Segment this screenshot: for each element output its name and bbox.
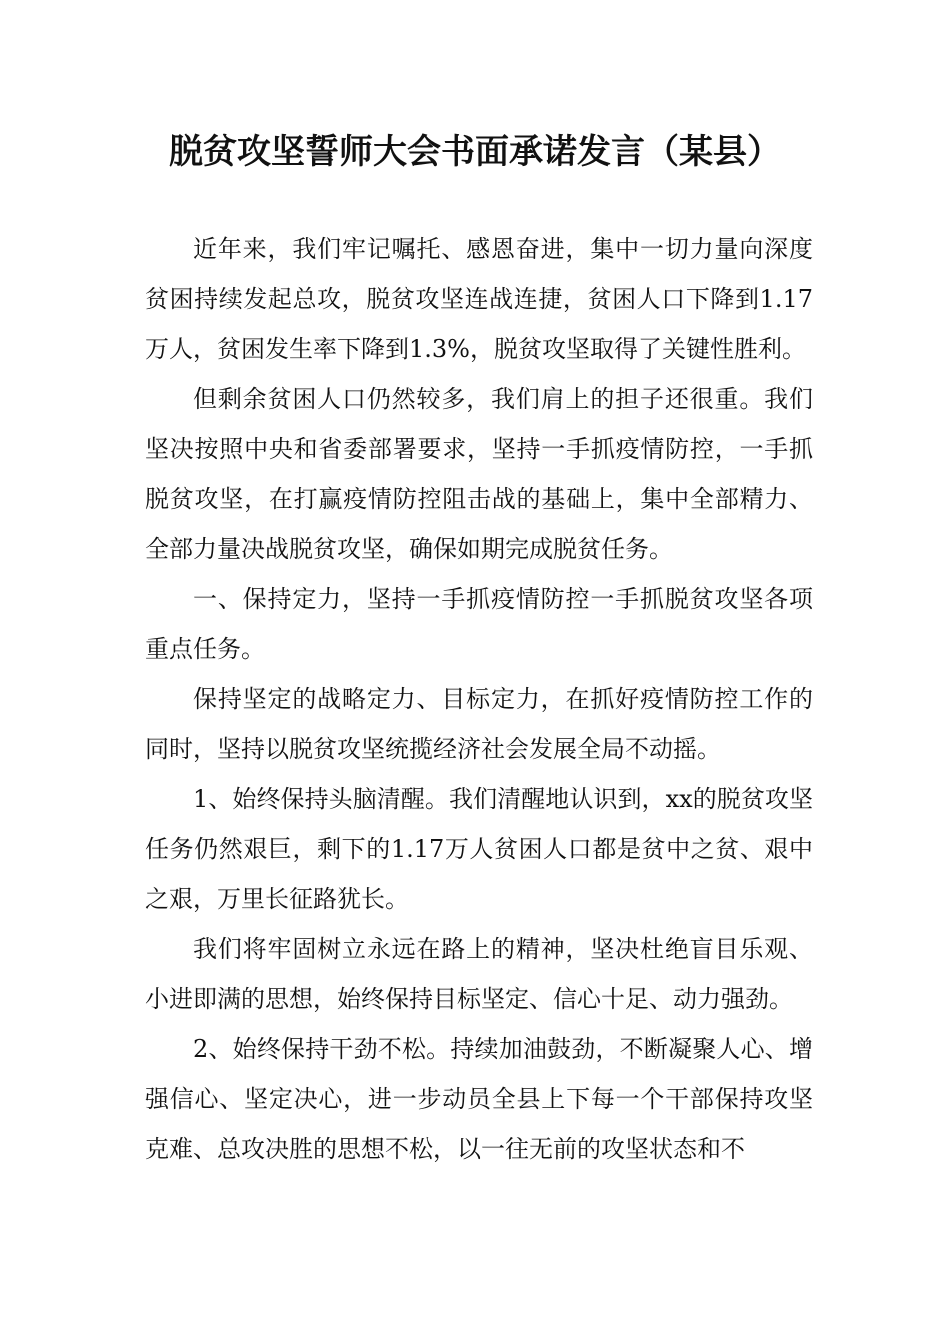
section-heading: 一、保持定力，坚持一手抓疫情防控一手抓脱贫攻坚各项重点任务。 [145, 585, 813, 663]
document-body [145, 224, 813, 1174]
paragraph: 1、始终保持头脑清醒。我们清醒地认识到，xx的脱贫攻坚任务仍然艰巨，剩下的1.17万人贫困人口都是贫中之贫、艰中之艰，万里长征路犹长。 [145, 785, 813, 913]
paragraph: 2、始终保持干劲不松。持续加油鼓劲，不断凝聚人心、增强信心、坚定决心，进一步动员全县上下每一个干部保持攻坚克难、总攻决胜的思想不松，以一往无前的攻坚状态和不 [145, 1035, 813, 1163]
document-title: 脱贫攻坚誓师大会书面承诺发言（某县） [169, 132, 781, 172]
paragraph: 但剩余贫困人口仍然较多，我们肩上的担子还很重。我们坚决按照中央和省委部署要求，坚持一手抓疫情防控，一手抓脱贫攻坚，在打赢疫情防控阻击战的基础上，集中全部精力、全部力量决战脱贫攻坚，确保如期完成脱贫任务。 [145, 385, 813, 563]
paragraph: 保持坚定的战略定力、目标定力，在抓好疫情防控工作的同时，坚持以脱贫攻坚统揽经济社会发展全局不动摇。 [145, 685, 813, 763]
paragraph: 我们将牢固树立永远在路上的精神，坚决杜绝盲目乐观、小进即满的思想，始终保持目标坚定、信心十足、动力强劲。 [145, 935, 813, 1013]
paragraph: 近年来，我们牢记嘱托、感恩奋进，集中一切力量向深度贫困持续发起总攻，脱贫攻坚连战连捷，贫困人口下降到1.17万人，贫困发生率下降到1.3%，脱贫攻坚取得了关键性胜利。 [145, 235, 813, 363]
